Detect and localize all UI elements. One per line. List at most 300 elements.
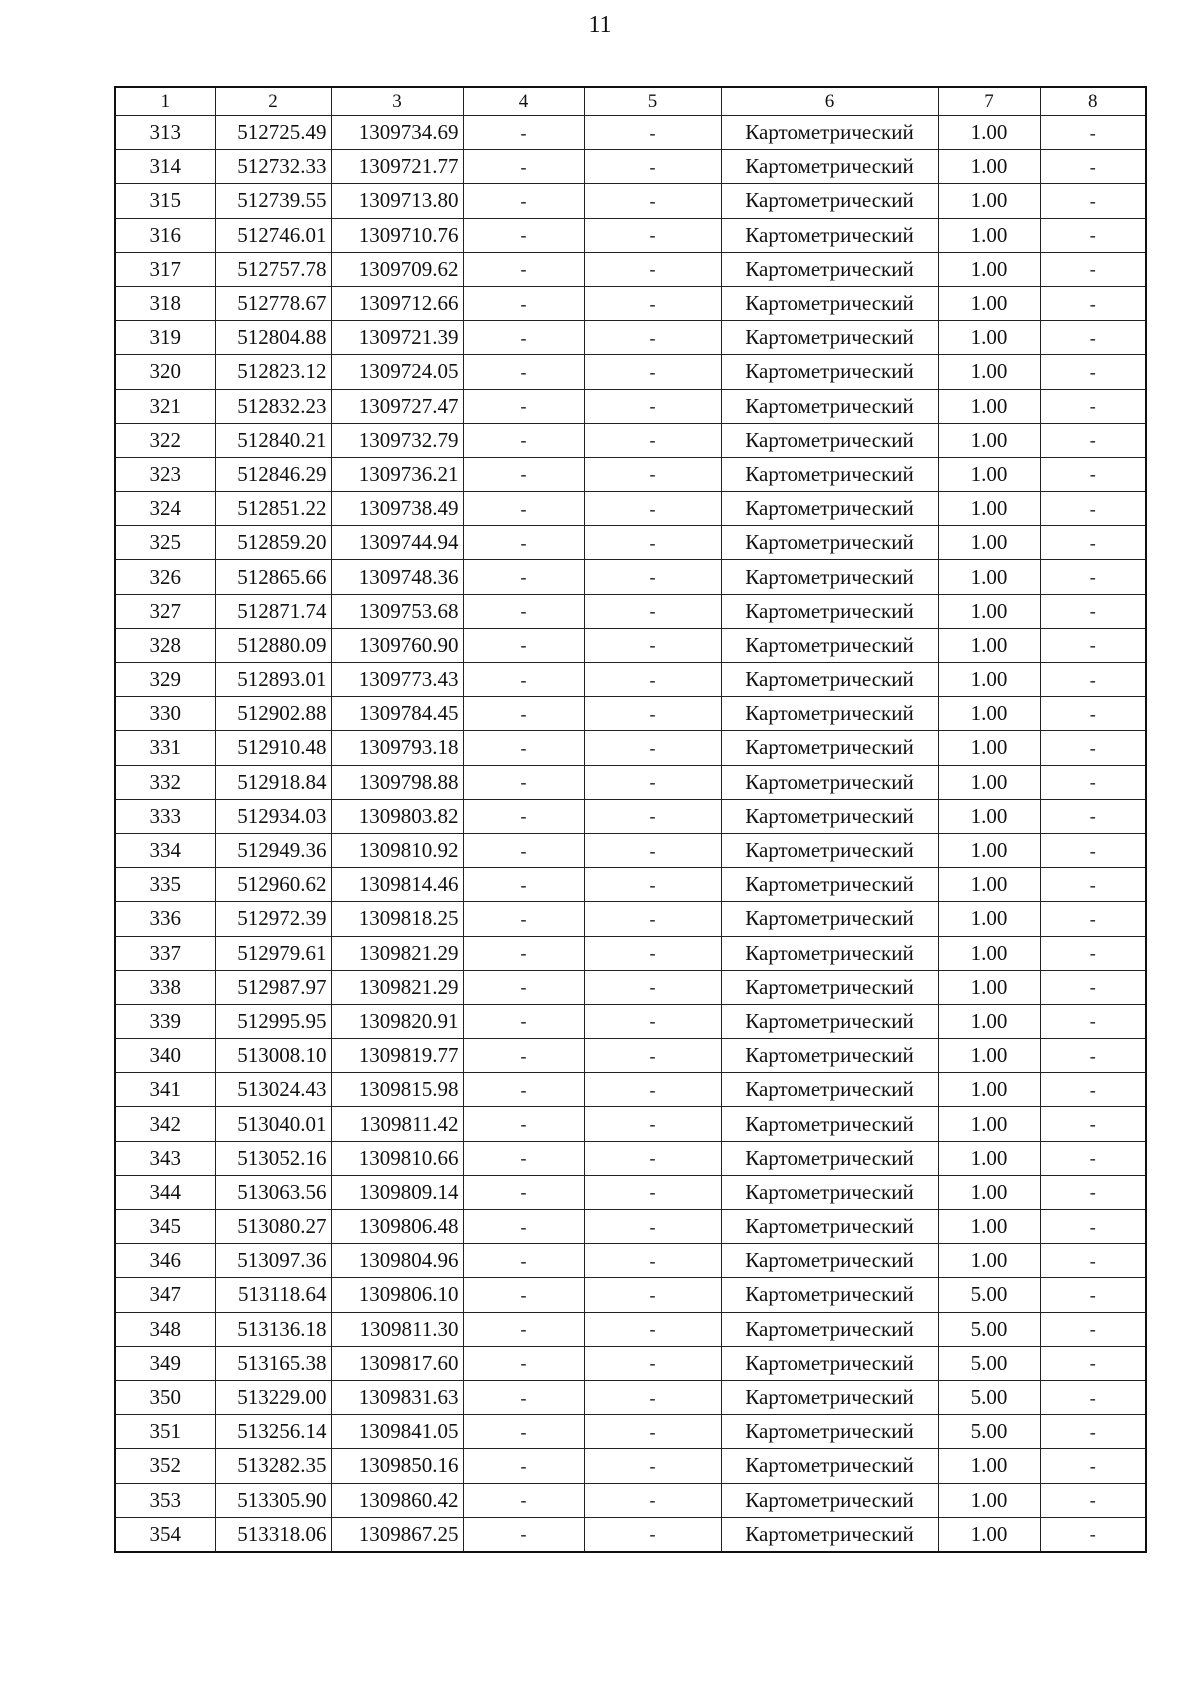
table-cell-column-4-value: -	[463, 389, 584, 423]
table-cell-column-5-value: -	[584, 321, 721, 355]
table-cell-method: Картометрический	[721, 902, 938, 936]
table-row	[115, 457, 1146, 491]
table-cell-method: Картометрический	[721, 1210, 938, 1244]
table-cell-x-coordinate: 512995.95	[215, 1004, 331, 1038]
table-cell-x-coordinate: 512739.55	[215, 184, 331, 218]
table-cell-point-number: 320	[115, 355, 215, 389]
column-header: 2	[215, 87, 331, 116]
table-cell-x-coordinate: 512746.01	[215, 218, 331, 252]
table-row	[115, 1107, 1146, 1141]
table-cell-column-5-value: -	[584, 902, 721, 936]
table-body	[115, 116, 1146, 1552]
table-cell-x-coordinate: 512987.97	[215, 970, 331, 1004]
table-cell-x-coordinate: 512979.61	[215, 936, 331, 970]
table-row	[115, 1415, 1146, 1449]
table-cell-column-8-value: -	[1040, 1312, 1146, 1346]
table-cell-accuracy: 5.00	[938, 1346, 1040, 1380]
table-cell-point-number: 335	[115, 868, 215, 902]
table-cell-point-number: 318	[115, 286, 215, 320]
table-cell-x-coordinate: 512880.09	[215, 628, 331, 662]
table-cell-column-8-value: -	[1040, 321, 1146, 355]
table-cell-y-coordinate: 1309721.77	[331, 150, 463, 184]
table-cell-y-coordinate: 1309748.36	[331, 560, 463, 594]
table-cell-y-coordinate: 1309744.94	[331, 526, 463, 560]
table-cell-method: Картометрический	[721, 1449, 938, 1483]
table-cell-column-4-value: -	[463, 663, 584, 697]
table-cell-x-coordinate: 513165.38	[215, 1346, 331, 1380]
table-cell-y-coordinate: 1309773.43	[331, 663, 463, 697]
table-cell-point-number: 349	[115, 1346, 215, 1380]
table-cell-column-5-value: -	[584, 1483, 721, 1517]
table-row	[115, 1175, 1146, 1209]
table-cell-method: Картометрический	[721, 594, 938, 628]
table-cell-x-coordinate: 513024.43	[215, 1073, 331, 1107]
table-cell-column-5-value: -	[584, 526, 721, 560]
table-cell-column-5-value: -	[584, 1380, 721, 1414]
table-cell-x-coordinate: 512871.74	[215, 594, 331, 628]
table-cell-column-4-value: -	[463, 594, 584, 628]
table-row	[115, 1039, 1146, 1073]
table-cell-point-number: 348	[115, 1312, 215, 1346]
table-cell-point-number: 354	[115, 1517, 215, 1552]
table-cell-point-number: 345	[115, 1210, 215, 1244]
table-cell-x-coordinate: 513008.10	[215, 1039, 331, 1073]
table-cell-column-8-value: -	[1040, 1004, 1146, 1038]
table-cell-point-number: 322	[115, 423, 215, 457]
table-cell-accuracy: 1.00	[938, 1210, 1040, 1244]
table-cell-column-5-value: -	[584, 1244, 721, 1278]
table-row	[115, 628, 1146, 662]
table-cell-x-coordinate: 512893.01	[215, 663, 331, 697]
table-cell-column-8-value: -	[1040, 1449, 1146, 1483]
table-cell-column-4-value: -	[463, 286, 584, 320]
table-cell-method: Картометрический	[721, 389, 938, 423]
table-cell-method: Картометрический	[721, 1415, 938, 1449]
table-cell-point-number: 327	[115, 594, 215, 628]
table-cell-column-4-value: -	[463, 628, 584, 662]
table-cell-column-8-value: -	[1040, 1210, 1146, 1244]
table-cell-column-8-value: -	[1040, 628, 1146, 662]
table-cell-column-5-value: -	[584, 868, 721, 902]
table-cell-accuracy: 1.00	[938, 560, 1040, 594]
table-cell-y-coordinate: 1309712.66	[331, 286, 463, 320]
table-cell-point-number: 331	[115, 731, 215, 765]
table-cell-column-5-value: -	[584, 150, 721, 184]
table-row	[115, 1312, 1146, 1346]
table-cell-point-number: 316	[115, 218, 215, 252]
table-cell-x-coordinate: 513040.01	[215, 1107, 331, 1141]
table-cell-point-number: 336	[115, 902, 215, 936]
table-cell-method: Картометрический	[721, 936, 938, 970]
table-cell-x-coordinate: 512865.66	[215, 560, 331, 594]
table-cell-column-8-value: -	[1040, 1073, 1146, 1107]
table-cell-column-8-value: -	[1040, 457, 1146, 491]
table-cell-column-8-value: -	[1040, 150, 1146, 184]
table-cell-point-number: 317	[115, 252, 215, 286]
column-header: 7	[938, 87, 1040, 116]
table-cell-y-coordinate: 1309821.29	[331, 936, 463, 970]
table-cell-y-coordinate: 1309734.69	[331, 116, 463, 150]
table-row	[115, 252, 1146, 286]
table-cell-column-8-value: -	[1040, 697, 1146, 731]
table-cell-method: Картометрический	[721, 286, 938, 320]
table-cell-y-coordinate: 1309821.29	[331, 970, 463, 1004]
table-row	[115, 868, 1146, 902]
table-cell-method: Картометрический	[721, 628, 938, 662]
table-cell-column-5-value: -	[584, 731, 721, 765]
table-cell-column-4-value: -	[463, 1483, 584, 1517]
table-cell-point-number: 314	[115, 150, 215, 184]
table-row	[115, 1244, 1146, 1278]
table-cell-column-8-value: -	[1040, 1175, 1146, 1209]
table-cell-column-5-value: -	[584, 833, 721, 867]
table-cell-point-number: 342	[115, 1107, 215, 1141]
table-cell-x-coordinate: 512840.21	[215, 423, 331, 457]
table-cell-column-4-value: -	[463, 1039, 584, 1073]
table-cell-y-coordinate: 1309841.05	[331, 1415, 463, 1449]
table-cell-accuracy: 1.00	[938, 833, 1040, 867]
coordinates-table	[114, 86, 1147, 1553]
table-cell-x-coordinate: 512846.29	[215, 457, 331, 491]
table-cell-column-8-value: -	[1040, 1346, 1146, 1380]
table-cell-column-5-value: -	[584, 1073, 721, 1107]
column-header: 3	[331, 87, 463, 116]
table-cell-method: Картометрический	[721, 868, 938, 902]
table-cell-method: Картометрический	[721, 560, 938, 594]
table-cell-x-coordinate: 513256.14	[215, 1415, 331, 1449]
table-cell-column-8-value: -	[1040, 902, 1146, 936]
table-cell-accuracy: 1.00	[938, 1141, 1040, 1175]
table-cell-y-coordinate: 1309820.91	[331, 1004, 463, 1038]
table-cell-method: Картометрический	[721, 492, 938, 526]
table-row	[115, 970, 1146, 1004]
table-cell-column-4-value: -	[463, 1004, 584, 1038]
table-cell-column-5-value: -	[584, 1141, 721, 1175]
table-cell-column-8-value: -	[1040, 1107, 1146, 1141]
table-row	[115, 1004, 1146, 1038]
table-cell-accuracy: 5.00	[938, 1380, 1040, 1414]
table-cell-accuracy: 1.00	[938, 1107, 1040, 1141]
table-cell-y-coordinate: 1309817.60	[331, 1346, 463, 1380]
table-cell-column-4-value: -	[463, 868, 584, 902]
table-cell-point-number: 338	[115, 970, 215, 1004]
table-cell-x-coordinate: 512851.22	[215, 492, 331, 526]
table-cell-column-4-value: -	[463, 1210, 584, 1244]
table-cell-column-5-value: -	[584, 628, 721, 662]
table-cell-x-coordinate: 513052.16	[215, 1141, 331, 1175]
table-cell-column-5-value: -	[584, 389, 721, 423]
table-cell-point-number: 321	[115, 389, 215, 423]
table-cell-y-coordinate: 1309810.92	[331, 833, 463, 867]
table-row	[115, 355, 1146, 389]
table-cell-column-4-value: -	[463, 936, 584, 970]
table-cell-column-5-value: -	[584, 116, 721, 150]
table-cell-accuracy: 1.00	[938, 389, 1040, 423]
table-cell-accuracy: 1.00	[938, 321, 1040, 355]
table-cell-method: Картометрический	[721, 321, 938, 355]
table-cell-method: Картометрический	[721, 799, 938, 833]
table-cell-y-coordinate: 1309860.42	[331, 1483, 463, 1517]
table-cell-column-4-value: -	[463, 355, 584, 389]
table-cell-column-8-value: -	[1040, 116, 1146, 150]
table-cell-y-coordinate: 1309806.10	[331, 1278, 463, 1312]
table-cell-column-8-value: -	[1040, 868, 1146, 902]
table-cell-method: Картометрический	[721, 1244, 938, 1278]
table-cell-accuracy: 1.00	[938, 526, 1040, 560]
table-cell-column-8-value: -	[1040, 218, 1146, 252]
table-cell-column-4-value: -	[463, 1380, 584, 1414]
table-cell-method: Картометрический	[721, 1517, 938, 1552]
table-cell-column-8-value: -	[1040, 492, 1146, 526]
table-cell-method: Картометрический	[721, 1073, 938, 1107]
table-cell-x-coordinate: 512732.33	[215, 150, 331, 184]
table-cell-accuracy: 1.00	[938, 1449, 1040, 1483]
table-cell-x-coordinate: 512859.20	[215, 526, 331, 560]
table-cell-accuracy: 1.00	[938, 286, 1040, 320]
table-cell-y-coordinate: 1309710.76	[331, 218, 463, 252]
table-cell-column-5-value: -	[584, 799, 721, 833]
table-cell-method: Картометрический	[721, 1346, 938, 1380]
table-cell-column-5-value: -	[584, 1175, 721, 1209]
table-cell-y-coordinate: 1309784.45	[331, 697, 463, 731]
table-cell-point-number: 324	[115, 492, 215, 526]
table-cell-point-number: 329	[115, 663, 215, 697]
table-cell-accuracy: 1.00	[938, 628, 1040, 662]
table-cell-column-5-value: -	[584, 1415, 721, 1449]
table-cell-column-4-value: -	[463, 970, 584, 1004]
table-cell-column-5-value: -	[584, 1039, 721, 1073]
table-cell-method: Картометрический	[721, 970, 938, 1004]
table-cell-accuracy: 1.00	[938, 868, 1040, 902]
table-cell-y-coordinate: 1309724.05	[331, 355, 463, 389]
table-cell-point-number: 313	[115, 116, 215, 150]
table-cell-column-8-value: -	[1040, 1141, 1146, 1175]
table-cell-method: Картометрический	[721, 423, 938, 457]
table-cell-method: Картометрический	[721, 252, 938, 286]
table-cell-column-4-value: -	[463, 1346, 584, 1380]
table-cell-column-5-value: -	[584, 184, 721, 218]
table-cell-column-8-value: -	[1040, 833, 1146, 867]
table-cell-column-4-value: -	[463, 765, 584, 799]
table-cell-method: Картометрический	[721, 1141, 938, 1175]
table-cell-point-number: 340	[115, 1039, 215, 1073]
table-cell-point-number: 333	[115, 799, 215, 833]
table-cell-column-4-value: -	[463, 321, 584, 355]
table-cell-y-coordinate: 1309815.98	[331, 1073, 463, 1107]
table-cell-y-coordinate: 1309810.66	[331, 1141, 463, 1175]
table-cell-accuracy: 5.00	[938, 1312, 1040, 1346]
table-cell-column-4-value: -	[463, 1449, 584, 1483]
table-cell-accuracy: 1.00	[938, 457, 1040, 491]
table-cell-accuracy: 1.00	[938, 184, 1040, 218]
table-cell-column-4-value: -	[463, 116, 584, 150]
table-row	[115, 150, 1146, 184]
table-cell-method: Картометрический	[721, 663, 938, 697]
table-cell-method: Картометрический	[721, 1175, 938, 1209]
table-cell-point-number: 352	[115, 1449, 215, 1483]
table-cell-method: Картометрический	[721, 765, 938, 799]
table-cell-method: Картометрический	[721, 116, 938, 150]
table-row	[115, 731, 1146, 765]
table-cell-point-number: 344	[115, 1175, 215, 1209]
table-row	[115, 594, 1146, 628]
table-cell-column-5-value: -	[584, 697, 721, 731]
column-header: 1	[115, 87, 215, 116]
table-cell-column-8-value: -	[1040, 1517, 1146, 1552]
table-cell-column-5-value: -	[584, 218, 721, 252]
table-cell-column-4-value: -	[463, 697, 584, 731]
table-cell-column-4-value: -	[463, 731, 584, 765]
table-cell-x-coordinate: 512823.12	[215, 355, 331, 389]
table-cell-column-4-value: -	[463, 560, 584, 594]
table-cell-column-8-value: -	[1040, 184, 1146, 218]
table-cell-y-coordinate: 1309738.49	[331, 492, 463, 526]
table-cell-y-coordinate: 1309809.14	[331, 1175, 463, 1209]
table-cell-column-8-value: -	[1040, 526, 1146, 560]
table-row	[115, 1141, 1146, 1175]
table-cell-y-coordinate: 1309850.16	[331, 1449, 463, 1483]
table-cell-y-coordinate: 1309804.96	[331, 1244, 463, 1278]
table-cell-column-4-value: -	[463, 1278, 584, 1312]
table-cell-column-5-value: -	[584, 1004, 721, 1038]
table-cell-y-coordinate: 1309831.63	[331, 1380, 463, 1414]
table-cell-column-8-value: -	[1040, 286, 1146, 320]
table-cell-x-coordinate: 513282.35	[215, 1449, 331, 1483]
table-cell-method: Картометрический	[721, 833, 938, 867]
table-cell-method: Картометрический	[721, 1039, 938, 1073]
table-cell-accuracy: 1.00	[938, 1004, 1040, 1038]
table-cell-column-5-value: -	[584, 423, 721, 457]
table-cell-x-coordinate: 512934.03	[215, 799, 331, 833]
table-cell-column-5-value: -	[584, 1107, 721, 1141]
table-cell-point-number: 343	[115, 1141, 215, 1175]
table-cell-column-5-value: -	[584, 663, 721, 697]
table-cell-y-coordinate: 1309727.47	[331, 389, 463, 423]
table-cell-point-number: 328	[115, 628, 215, 662]
table-cell-x-coordinate: 513118.64	[215, 1278, 331, 1312]
table-cell-method: Картометрический	[721, 1107, 938, 1141]
table-cell-point-number: 353	[115, 1483, 215, 1517]
table-cell-column-8-value: -	[1040, 1380, 1146, 1414]
table-cell-accuracy: 1.00	[938, 423, 1040, 457]
table-cell-column-5-value: -	[584, 492, 721, 526]
table-cell-y-coordinate: 1309811.30	[331, 1312, 463, 1346]
table-cell-column-8-value: -	[1040, 663, 1146, 697]
table-cell-x-coordinate: 512902.88	[215, 697, 331, 731]
table-cell-column-5-value: -	[584, 970, 721, 1004]
table-cell-column-5-value: -	[584, 1517, 721, 1552]
page-number: 11	[588, 12, 612, 38]
table-cell-column-5-value: -	[584, 1312, 721, 1346]
table-cell-point-number: 339	[115, 1004, 215, 1038]
table-cell-y-coordinate: 1309713.80	[331, 184, 463, 218]
table-cell-point-number: 334	[115, 833, 215, 867]
table-cell-method: Картометрический	[721, 1004, 938, 1038]
table-cell-accuracy: 1.00	[938, 252, 1040, 286]
table-cell-column-5-value: -	[584, 1210, 721, 1244]
table-row	[115, 526, 1146, 560]
table-row	[115, 833, 1146, 867]
table-cell-column-5-value: -	[584, 765, 721, 799]
table-cell-accuracy: 1.00	[938, 731, 1040, 765]
table-cell-x-coordinate: 513229.00	[215, 1380, 331, 1414]
table-cell-accuracy: 5.00	[938, 1415, 1040, 1449]
table-cell-column-8-value: -	[1040, 936, 1146, 970]
table-cell-x-coordinate: 512804.88	[215, 321, 331, 355]
table-row	[115, 1346, 1146, 1380]
table-cell-column-4-value: -	[463, 799, 584, 833]
table-cell-accuracy: 1.00	[938, 116, 1040, 150]
table-cell-column-5-value: -	[584, 1449, 721, 1483]
table-cell-x-coordinate: 513080.27	[215, 1210, 331, 1244]
table-cell-x-coordinate: 512725.49	[215, 116, 331, 150]
table-cell-x-coordinate: 512910.48	[215, 731, 331, 765]
table-row	[115, 184, 1146, 218]
table-row	[115, 286, 1146, 320]
table-cell-accuracy: 1.00	[938, 1483, 1040, 1517]
table-cell-y-coordinate: 1309721.39	[331, 321, 463, 355]
table-cell-accuracy: 5.00	[938, 1278, 1040, 1312]
column-header: 6	[721, 87, 938, 116]
table-cell-method: Картометрический	[721, 697, 938, 731]
table-cell-column-5-value: -	[584, 594, 721, 628]
table-cell-y-coordinate: 1309709.62	[331, 252, 463, 286]
table-cell-method: Картометрический	[721, 1278, 938, 1312]
table-row	[115, 765, 1146, 799]
table-cell-method: Картометрический	[721, 1483, 938, 1517]
table-cell-point-number: 350	[115, 1380, 215, 1414]
table-row	[115, 218, 1146, 252]
table-cell-x-coordinate: 513097.36	[215, 1244, 331, 1278]
table-cell-y-coordinate: 1309798.88	[331, 765, 463, 799]
table-cell-x-coordinate: 512778.67	[215, 286, 331, 320]
table-cell-accuracy: 1.00	[938, 492, 1040, 526]
table-cell-y-coordinate: 1309811.42	[331, 1107, 463, 1141]
table-cell-column-8-value: -	[1040, 389, 1146, 423]
table-cell-x-coordinate: 512960.62	[215, 868, 331, 902]
table-cell-accuracy: 1.00	[938, 150, 1040, 184]
table-cell-column-4-value: -	[463, 1141, 584, 1175]
table-cell-method: Картометрический	[721, 218, 938, 252]
table-cell-method: Картометрический	[721, 184, 938, 218]
table-row	[115, 663, 1146, 697]
table-cell-x-coordinate: 513305.90	[215, 1483, 331, 1517]
table-cell-point-number: 315	[115, 184, 215, 218]
table-cell-column-4-value: -	[463, 218, 584, 252]
table-row	[115, 116, 1146, 150]
table-cell-column-5-value: -	[584, 252, 721, 286]
table-header-row	[115, 87, 1146, 116]
table-cell-column-4-value: -	[463, 423, 584, 457]
table-cell-column-4-value: -	[463, 526, 584, 560]
table-cell-x-coordinate: 512918.84	[215, 765, 331, 799]
table-cell-y-coordinate: 1309732.79	[331, 423, 463, 457]
table-row	[115, 1517, 1146, 1552]
column-header: 8	[1040, 87, 1146, 116]
table-cell-y-coordinate: 1309818.25	[331, 902, 463, 936]
table-cell-accuracy: 1.00	[938, 355, 1040, 389]
table-cell-column-5-value: -	[584, 457, 721, 491]
table-cell-accuracy: 1.00	[938, 663, 1040, 697]
table-row	[115, 423, 1146, 457]
table-cell-column-8-value: -	[1040, 252, 1146, 286]
table-cell-column-8-value: -	[1040, 799, 1146, 833]
table-cell-method: Картометрический	[721, 526, 938, 560]
table-row	[115, 1210, 1146, 1244]
table-cell-column-8-value: -	[1040, 594, 1146, 628]
table-cell-column-5-value: -	[584, 286, 721, 320]
table-cell-point-number: 319	[115, 321, 215, 355]
